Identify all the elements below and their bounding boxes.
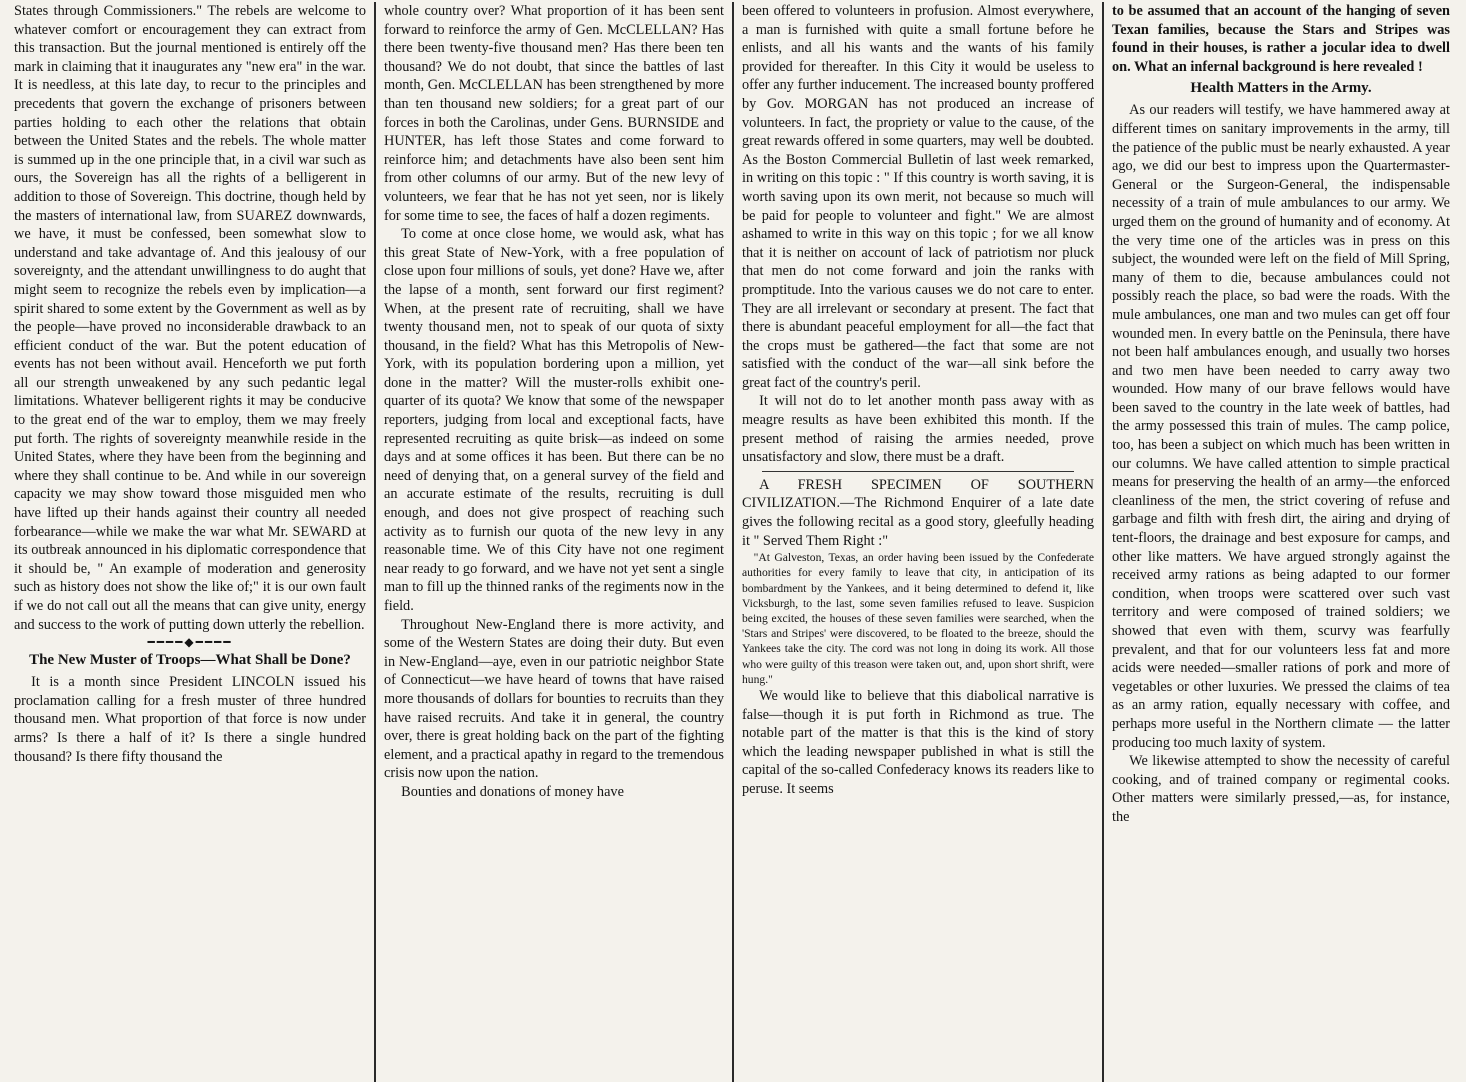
article-paragraph: to be assumed that an account of the hanging of seven Texan families, because the Stars and Stripes was found in their houses, is rather a jocular idea to dwell on. What an infernal background is here revealed ! bbox=[1112, 3, 1450, 75]
quoted-excerpt bbox=[742, 550, 1094, 687]
article-divider bbox=[762, 471, 1074, 472]
article-heading: Health Matters in the Army. bbox=[1190, 80, 1372, 97]
article-heading: The New Muster of Troops—What Shall be Done? bbox=[29, 652, 351, 669]
article-paragraph: We likewise attempted to show the necessity of careful cooking, and of trained company or regimental cooks. Other matters were similarly pressed,—as, for instance, the bbox=[1112, 753, 1450, 825]
article-paragraph: A FRESH SPECIMEN OF SOUTHERN CIVILIZATION.—The Richmond Enquirer of a late date gives the following recital as a good story, gleefully heading it " Served Them Right :" bbox=[742, 476, 1094, 549]
column-ornament: ━━━━◆━━━━ bbox=[147, 635, 233, 650]
column-2 bbox=[374, 2, 732, 1082]
column-1 bbox=[6, 2, 374, 1082]
quoted-paragraph: "At Galveston, Texas, an order having been issued by the Confederate authorities for every family to leave that city, in anticipation of its bombardment by the Yankees, and it being determined to defend it, like Vicksburgh, to the last, some seven families refused to leave. Suspicion being excited, the houses of these seven families were searched, when the 'Stars and Stripes' were discovered, to be floated to the breeze, should the Yankees take the city. The cord was not long in doing its work. All those who were guilty of this treason were taken out, and, upon short shrift, were hung." bbox=[742, 551, 1094, 686]
article-paragraph: States through Commissioners." The rebels are welcome to whatever comfort or encouragement they can extract from this transaction. But the journal mentioned is entirely off the mark in claiming that it inaugurates any "new era" in the war. It is needless, at this late day, to recur to the principles and precedents that govern the exchange of prisoners between parties holding to each other the relations that obtain between the United States and the rebels. The whole matter is summed up in the one principle that, in a civil war such as ours, the Sovereign has all the rights of a belligerent in addition to those of Sovereign. This doctrine, though held by the masters of international law, from SUAREZ downwards, we have, it must be confessed, been somewhat slow to understand and take advantage of. And this jealousy of our sovereignty, and the attendant unwillingness to do aught that might seem to recognize the rebels even by implication—a spirit shared to some extent by the Government as well as by the people—have proved no inconsiderable drawback to an efficient conduct of the war. But the potent education of events has not been without avail. Henceforth we put forth all our strength unweakened by any such pedantic legal limitations. Whatever belligerent rights it may be conducive to the great end of the war to employ, them we may freely put forth. The rights of sovereignty meanwhile reside in the United States, where they have been from the beginning and where they shall continue to be. And while in our sovereign capacity we may show toward those misguided men who have lifted up their hands against their country all needed forbearance—while we make the war what Mr. SEWARD at its outbreak announced in his diplomatic correspondence that it should be, " An example of moderation and generosity such as history does not show the like of;" it is our own fault if we do not call out all the means that can give unity, energy and success to the work of putting down utterly the rebellion. bbox=[14, 3, 366, 633]
article-paragraph: We would like to believe that this diabolical narrative is false—though it is put forth in Richmond as true. The notable part of the matter is that this is the kind of story which the leading newspaper published in what is still the capital of the so-called Confederacy knows its readers like to peruse. It seems bbox=[742, 688, 1094, 798]
column-3 bbox=[732, 2, 1102, 1082]
column-4 bbox=[1102, 2, 1458, 1082]
article-paragraph: whole country over? What proportion of it has been sent forward to reinforce the army of Gen. McCLELLAN? Has there been twenty-five thousand men? Has there been ten thousand? We do not doubt, that since the battles of last month, Gen. McCLELLAN has been strengthened by more than ten thousand new soldiers; for a great part of our forces in both the Carolinas, under Gens. BURNSIDE and HUNTER, has left those States and come forward to reinforce him; and detachments have also been sent him from other columns of our army. But of the new levy of volunteers, we fear that he has not yet seen, nor is likely for some time to see, the faces of half a dozen regiments. bbox=[384, 3, 724, 224]
article-paragraph: Throughout New-England there is more activity, and some of the Western States are doing their duty. But even in New-England—aye, even in our patriotic neighbor State of Connecticut—we have heard of towns that have raised more thousands of dollars for bounties to recruits than they have raised recruits. And take it in general, the country over, there is great holding back on the part of the fighting element, and a practical apathy in regard to the tremendous crisis now upon the nation. bbox=[384, 616, 724, 782]
article-paragraph: To come at once close home, we would ask, what has this great State of New-York, with a free population of close upon four millions of souls, yet done? Have we, after the lapse of a month, sent forward our first regiment? When, at the present rate of recruiting, shall we have twenty thousand men, not to speak of our quota of sixty thousand, in the field? What has this Metropolis of New-York, with its population bordering upon a million, yet done in the matter? Will the muster-rolls exhibit one-quarter of its quota? We know that some of the newspaper reporters, judging from local and exceptional facts, have represented recruiting as quite brisk—as indeed on some days and at some offices it has been. But there can be no need of denying that, on a general survey of the field and an accurate estimate of the results, recruiting is dull enough, and does not give prospect of reaching such activity as to furnish our quota of the new levy in any reasonable time. We of this City have not one regiment near ready to go forward, and we have not yet sent a single man to fill up the thinned ranks of the regiments now in the field. bbox=[384, 226, 724, 614]
article-paragraph: It will not do to let another month pass away with as meagre results as have been exhibited this month. If the present method of raising the armies needed, prove unsatisfactory and slow, there must be a draft. bbox=[742, 393, 1094, 466]
article-paragraph: It is a month since President LINCOLN issued his proclamation calling for a fresh muster of three hundred thousand men. What proportion of that force is now under arms? Is there a half of it? Is there a single hundred thousand? Is there fifty thousand the bbox=[14, 674, 366, 765]
article-paragraph: As our readers will testify, we have hammered away at different times on sanitary improvements in the army, till the patience of the public must be nearly exhausted. A year ago, we did our best to impress upon the Quartermaster-General or the Surgeon-General, the indispensable necessity of a train of mule ambulances to our army. We urged them on the ground of humanity and of economy. At the very time one of the articles was in press on this subject, the wounded were left on the field of Mill Spring, many of them to die, because ambulances could not possibly reach the place, so bad were the roads. With the mule ambulances, one man and two mules can get off four wounded men. In every battle on the Peninsula, there have not been half ambulances enough, and usually two horses and two men have been needed to carry away two wounded. How many of our brave fellows would have been saved to the country in the late week of battles, had the army possessed this train of mules. The camp police, too, has been a subject on which much has been written in our columns. We have called attention to simple practical means for preserving the health of an army—the enforced cleanliness of the men, the strict covering of refuse and garbage and filth with fresh dirt, the airing and drying of tent-floors, the drainage and best exposure for camps, and other like matters. We have argued strongly against the received army rations as being adapted to our former condition, when troops were scattered over such vast territory and were composed of trained soldiers; we showed that even with them, scurvy was fearfully prevalent, and that for our volunteers less fat and more acids were needed—smaller rations of pork and more of vegetables or other luxuries. We pressed the claims of tea as an army ration, equally necessary with coffee, and perhaps more useful in the Northern climate — the latter producing too much laxity of system. bbox=[1112, 102, 1450, 751]
article-paragraph: been offered to volunteers in profusion. Almost everywhere, a man is furnished with quite a small fortune before he enlists, and all his wants and the wants of his family provided for thereafter. In this City it would be useless to offer any further inducement. The increased bounty proffered by Gov. MORGAN has not produced an increase of volunteers. In fact, the propriety or value to the cause, of the great rewards offered in some quarters, may well be doubted. As the Boston Commercial Bulletin of last week remarked, in writing on this topic : " If this country is worth saving, it is worth saving upon its own merit, not because so much will be paid for people to volunteer and fight." We are almost ashamed to write in this way on this topic ; for we all know that it is neither on account of lack of patriotism nor pluck that men do not come forward and join the ranks with promptitude. Into the various causes we do not care to enter. They are all irrelevant or secondary at present. The fact that there is abundant peaceful employment for all—the fact that the crops must be gathered—the fact that some are not satisfied with the conduct of the war—all sink before the great fact of the country's peril. bbox=[742, 3, 1094, 391]
article-paragraph: Bounties and donations of money have bbox=[401, 783, 624, 800]
